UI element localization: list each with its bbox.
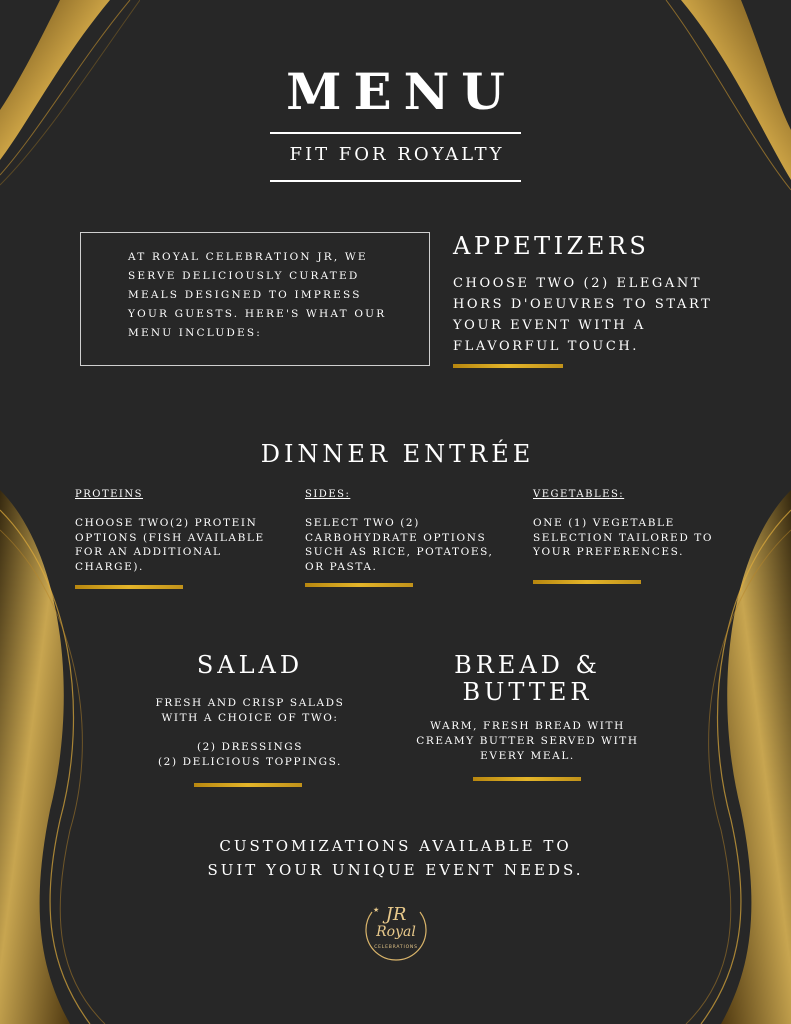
bread-text-line3: EVERY MEAL.: [480, 750, 575, 762]
title-rule-top: [270, 132, 521, 134]
vegetables-gold-bar: [533, 580, 641, 584]
appetizers-text: CHOOSE TWO (2) ELEGANT HORS D'OEUVRES TO START YOUR EVENT WITH A FLAVORFUL TOUCH.: [453, 276, 713, 354]
bread-butter-title-line2: BUTTER: [462, 678, 593, 706]
salad-gold-bar: [194, 783, 302, 787]
logo-tagline: CELEBRATIONS: [374, 945, 418, 950]
bread-gold-bar: [473, 777, 581, 781]
salad-title: SALAD: [196, 651, 304, 679]
appetizers-gold-bar: [453, 364, 563, 368]
sides-gold-bar: [305, 583, 413, 587]
logo-monogram: JR: [385, 904, 407, 925]
sides-heading: SIDES:: [305, 489, 351, 500]
customizations-line2: SUIT YOUR UNIQUE EVENT NEEDS.: [207, 861, 584, 879]
bread-text-line1: WARM, FRESH BREAD WITH: [430, 720, 625, 732]
salad-text-line1: FRESH AND CRISP SALADS: [155, 697, 345, 709]
svg-text:★: ★: [373, 906, 380, 914]
dinner-entree-title: DINNER ENTRÉE: [260, 440, 535, 468]
title-rule-bottom: [270, 180, 521, 182]
customizations-note: [0, 834, 791, 882]
salad-text-line2: WITH A CHOICE OF TWO:: [161, 712, 339, 724]
menu-subtitle: FIT FOR ROYALTY: [289, 144, 505, 165]
salad-text-line3: (2) DRESSINGS: [196, 741, 304, 753]
sides-text: SELECT TWO (2) CARBOHYDRATE OPTIONS SUCH AS RICE, POTATOES, OR PASTA.: [305, 517, 494, 573]
vegetables-heading: VEGETABLES:: [533, 489, 625, 500]
proteins-text: CHOOSE TWO(2) PROTEIN OPTIONS (FISH AVAILABLE FOR AN ADDITIONAL CHARGE).: [75, 517, 265, 573]
logo-script: Royal: [376, 924, 416, 940]
menu-title: MENU: [286, 62, 517, 121]
vegetables-text: ONE (1) VEGETABLE SELECTION TAILORED TO YOUR PREFERENCES.: [533, 517, 714, 558]
bread-butter-title-line1: BREAD &: [454, 651, 601, 679]
proteins-heading: PROTEINS: [75, 489, 143, 500]
gold-wave-right-decoration: [681, 490, 791, 1024]
bread-text-line2: CREAMY BUTTER SERVED WITH: [416, 735, 639, 747]
appetizers-title: APPETIZERS: [453, 232, 650, 260]
proteins-gold-bar: [75, 585, 183, 589]
intro-text: AT ROYAL CELEBRATION JR, WE SERVE DELICIOUSLY CURATED MEALS DESIGNED TO IMPRESS YOUR GUESTS. HERE'S WHAT OUR MENU INCLUDES:: [128, 251, 387, 339]
royal-celebrations-logo: [358, 894, 434, 970]
customizations-line1: CUSTOMIZATIONS AVAILABLE TO: [219, 837, 572, 855]
salad-text-line4: (2) DELICIOUS TOPPINGS.: [157, 756, 342, 768]
